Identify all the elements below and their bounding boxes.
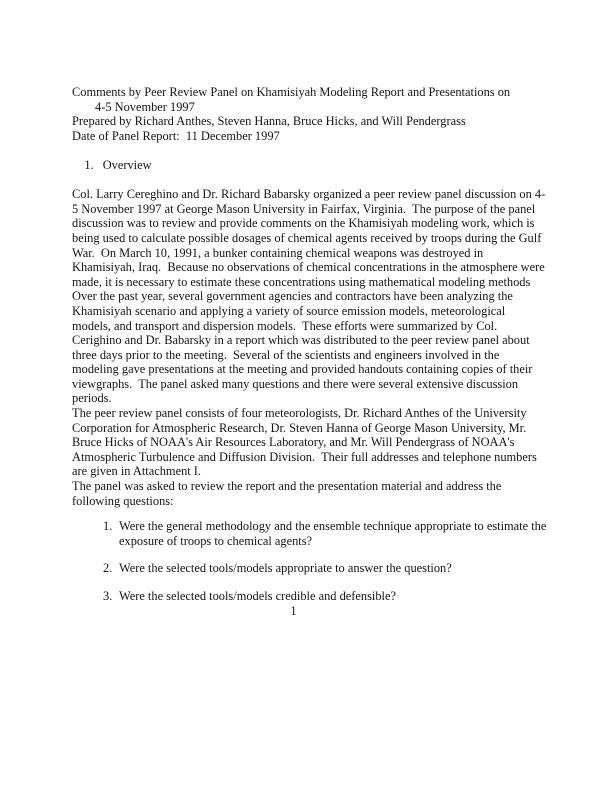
question-item-1 (103, 519, 550, 548)
question-3-text: Were the selected tools/models credible and defensible? (119, 589, 396, 603)
section-number: 1. (84, 157, 94, 172)
question-1-number: 1. (103, 519, 113, 534)
report-date-line: Date of Panel Report: 11 December 1997 (72, 128, 280, 143)
document-title (72, 85, 547, 114)
question-1-text: Were the general methodology and the ensemble technique appropriate to estimate the exposure of troops to chemical agents? (119, 519, 550, 548)
document-title-line2: 4-5 November 1997 (95, 99, 195, 114)
section-heading-overview (72, 143, 547, 187)
question-3-number: 3. (103, 589, 113, 603)
paragraph-questions-intro: The panel was asked to review the report and the presentation material and address the following questions: (72, 479, 505, 508)
paragraph-overview-1: Col. Larry Cereghino and Dr. Richard Babarsky organized a peer review panel discussion on 4-5 November 1997 at George Mason University in Fairfax, Virginia. The purpose of the panel discussion was to review and provide comments on the Khamisiyah modeling work, which is being used to calculate possible dosages of chemical agents received by troops during the Gulf War. On March 10, 1991, a bunker containing chemical weapons was destroyed in Khamisiyah, Iraq. Because no observations of chemical concentrations in the atmosphere were made, it is necessary to estimate these concentrations using mathematical modeling methods (72, 187, 548, 289)
question-2-number: 2. (103, 561, 113, 576)
question-item-2 (103, 561, 547, 576)
document-title-line1: Comments by Peer Review Panel on Khamisiyah Modeling Report and Presentations on (72, 85, 511, 99)
question-2-text: Were the selected tools/models appropriate to answer the question? (119, 561, 452, 576)
question-item-3 (103, 589, 547, 604)
page-number: 1 (290, 603, 297, 618)
questions-list (103, 519, 550, 603)
paragraph-overview-2: Over the past year, several government agencies and contractors have been analyzing the Khamisiyah scenario and applying a variety of source emission models, meteorological models, and transport and dispersion models. These efforts were summarized by Col. Cerighino and Dr. Babarsky in a report which was distributed to the peer review panel about three days prior to the meeting. Several of the scientists and engineers involved in the modeling gave presentations at the meeting and provided handouts containing copies of their viewgraphs. The panel asked many questions and there were several extensive discussion periods. (72, 289, 536, 406)
prepared-by-line: Prepared by Richard Anthes, Steven Hanna, Bruce Hicks, and Will Pendergrass (72, 114, 466, 129)
section-title: Overview (102, 157, 152, 172)
paragraph-panel-members: The peer review panel consists of four meteorologists, Dr. Richard Anthes of the University Corporation for Atmospheric Research, Dr. Steven Hanna of George Mason University, Mr. Bruce Hicks of NOAA's Air Resources Laboratory, and Mr. Will Pendergrass of NOAA's Atmospheric Turbulence and Diffusion Division. Their full addresses and telephone numbers are given in Attachment I. (72, 406, 540, 479)
